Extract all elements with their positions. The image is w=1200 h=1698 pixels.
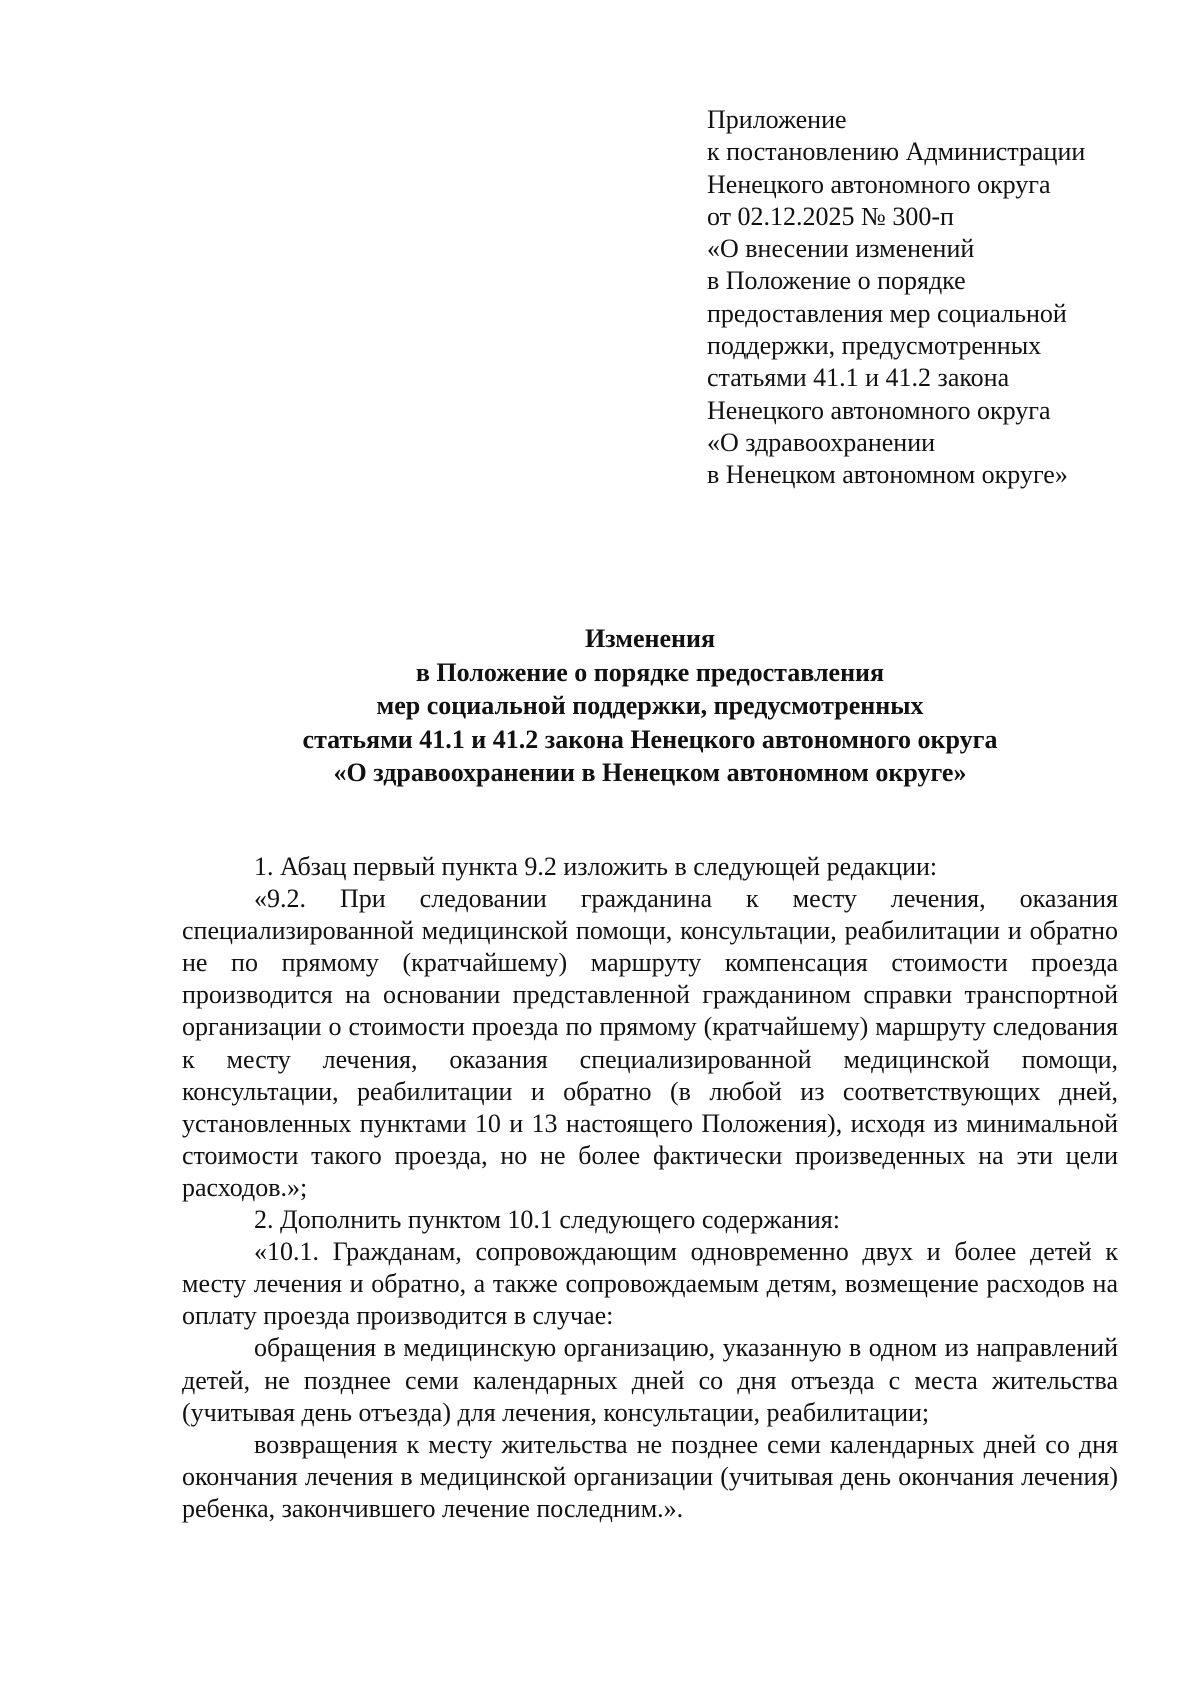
appendix-line: Приложение (707, 105, 847, 134)
appendix-line: Ненецкого автономного округа (707, 169, 1051, 199)
appendix-line: поддержки, предусмотренных (707, 331, 1042, 361)
appendix-header (707, 104, 1177, 492)
appendix-line: в Ненецком автономном округе» (707, 460, 1068, 490)
title-line: мер социальной поддержки, предусмотренных (376, 691, 924, 720)
appendix-line: в Положение о порядке (707, 266, 966, 296)
appendix-line: к постановлению Администрации (707, 137, 1086, 167)
body-paragraph: обращения в медицинскую организацию, указанную в одном из направлений детей, не позднее семи календарных дней со дня отъезда с места жительства (учитывая день отъезда) для лечения, консультации, реабилитации; (182, 1333, 1118, 1427)
appendix-line: «О здравоохранении (707, 427, 936, 457)
document-title (180, 622, 1120, 790)
appendix-line: предоставления мер социальной (707, 298, 1067, 328)
appendix-line: «О внесении изменений (707, 234, 975, 264)
appendix-line: Ненецкого автономного округа (707, 395, 1051, 425)
document-body (182, 851, 1118, 1525)
body-paragraph: «9.2. При следовании гражданина к месту лечения, оказания специализированной медицинской помощи, консультации, реабилитации и обратно не по прямому (кратчайшему) маршруту компенсация стоимости проезда производится на основании представленной гражданином справки транспортной организации о стоимости проезда по прямому (кратчайшему) маршруту следования к месту лечения, оказания специализированной медицинской помощи, консультации, реабилитации и обратно (в любой из соответствующих дней, установленных пунктами 10 и 13 настоящего Положения), исходя из минимальной стоимости такого проезда, но не более фактически произведенных на эти цели расходов.»; (182, 884, 1118, 1202)
title-line: в Положение о порядке предоставления (415, 657, 885, 687)
body-paragraph: «10.1. Гражданам, сопровождающим одновременно двух и более детей к месту лечения и обратно, а также сопровождаемым детям, возмещение расходов на оплату проезда производится в случае: (182, 1237, 1118, 1331)
appendix-line: статьями 41.1 и 41.2 закона (707, 363, 1010, 393)
body-paragraph: 2. Дополнить пунктом 10.1 следующего содержания: (254, 1205, 840, 1235)
appendix-line: от 02.12.2025 № 300-п (707, 201, 954, 231)
body-paragraph: возвращения к месту жительства не позднее семи календарных дней со дня окончания лечения в медицинской организации (учитывая день окончания лечения) ребенка, закончившего лечение последним.». (182, 1429, 1118, 1523)
title-line: статьями 41.1 и 41.2 закона Ненецкого автономного округа (302, 724, 998, 754)
body-paragraph: 1. Абзац первый пункта 9.2 изложить в следующей редакции: (254, 852, 938, 881)
title-line: Изменения (584, 624, 716, 653)
title-line: «О здравоохранении в Ненецком автономном округе» (333, 758, 967, 787)
